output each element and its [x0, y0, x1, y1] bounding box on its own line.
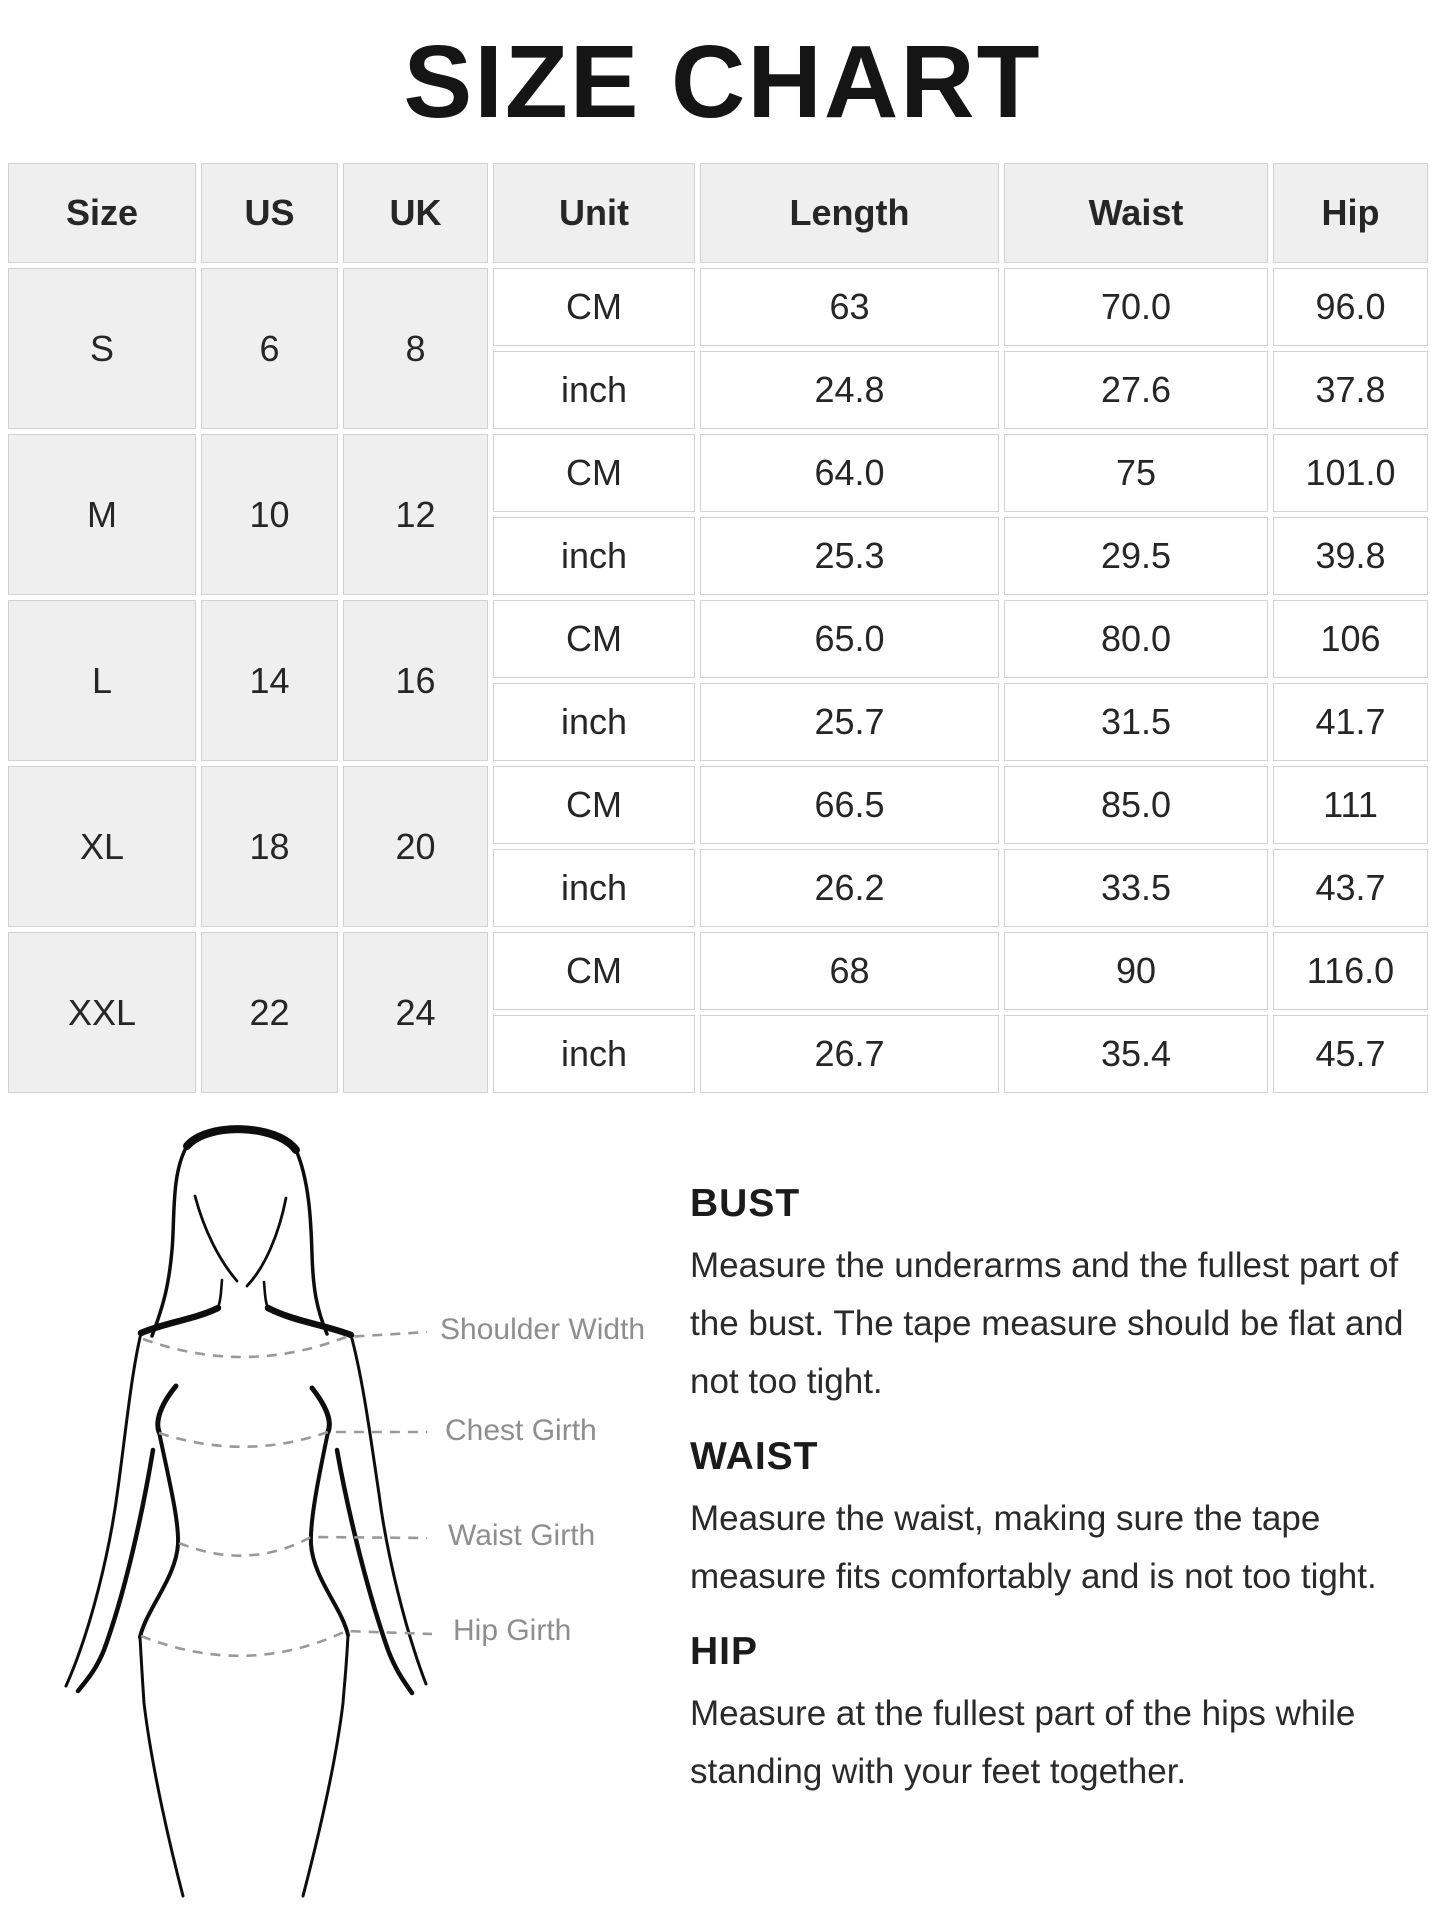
arm-right-inner: [337, 1450, 412, 1693]
page-title: SIZE CHART: [403, 24, 1042, 139]
arm-left-outer: [66, 1333, 141, 1686]
length-cell: 24.8: [700, 351, 999, 429]
col-header-uk: UK: [343, 163, 488, 263]
bust-section: [690, 1182, 1408, 1411]
col-header-waist: Waist: [1004, 163, 1268, 263]
unit-cell: inch: [493, 517, 695, 595]
waist-cell: 35.4: [1004, 1015, 1268, 1093]
us-cell: 18: [201, 766, 338, 927]
col-header-size: Size: [8, 163, 196, 263]
torso-right: [311, 1432, 348, 1635]
col-header-us: US: [201, 163, 338, 263]
length-cell: 26.7: [700, 1015, 999, 1093]
unit-cell: inch: [493, 351, 695, 429]
unit-cell: CM: [493, 434, 695, 512]
unit-cell: inch: [493, 849, 695, 927]
length-cell: 64.0: [700, 434, 999, 512]
table-row: [8, 268, 1428, 346]
table-row: [8, 434, 1428, 512]
hip-cell: 45.7: [1273, 1015, 1428, 1093]
unit-cell: CM: [493, 268, 695, 346]
hair-top: [187, 1129, 296, 1150]
female-silhouette-illustration: [55, 1118, 455, 1918]
uk-cell: 8: [343, 268, 488, 429]
length-cell: 65.0: [700, 600, 999, 678]
us-cell: 10: [201, 434, 338, 595]
size-cell: M: [8, 434, 196, 595]
length-cell: 66.5: [700, 766, 999, 844]
hip-cell: 111: [1273, 766, 1428, 844]
hip-cell: 39.8: [1273, 517, 1428, 595]
bust-instructions: Measure the underarms and the fullest part of the bust. The tape measure should be flat and not too tight.: [690, 1245, 1404, 1401]
chest-dash-line: [159, 1432, 427, 1447]
measuring-instructions: [690, 1182, 1408, 1801]
hip-heading: HIP: [690, 1629, 759, 1673]
size-cell: S: [8, 268, 196, 429]
table-header-row: [8, 163, 1428, 263]
length-cell: 68: [700, 932, 999, 1010]
table-row: [8, 932, 1428, 1010]
unit-cell: CM: [493, 600, 695, 678]
hair-left-outer: [152, 1146, 187, 1336]
waist-cell: 31.5: [1004, 683, 1268, 761]
leg-left: [140, 1637, 183, 1896]
hip-section: [690, 1630, 1408, 1801]
shoulder-left: [141, 1308, 218, 1333]
hip-cell: 41.7: [1273, 683, 1428, 761]
hip-cell: 43.7: [1273, 849, 1428, 927]
waist-cell: 33.5: [1004, 849, 1268, 927]
waist-cell: 29.5: [1004, 517, 1268, 595]
waist-cell: 90: [1004, 932, 1268, 1010]
bust-heading: BUST: [690, 1182, 801, 1225]
waist-instructions: Measure the waist, making sure the tape measure fits comfortably and is not too tight.: [690, 1498, 1377, 1596]
size-cell: XL: [8, 766, 196, 927]
waist-girth-label: Waist Girth: [448, 1519, 596, 1552]
hair-left-inner: [195, 1196, 237, 1281]
length-cell: 63: [700, 268, 999, 346]
col-header-length: Length: [700, 163, 999, 263]
table-row: [8, 600, 1428, 678]
unit-cell: CM: [493, 766, 695, 844]
us-cell: 6: [201, 268, 338, 429]
table-row: [8, 766, 1428, 844]
waist-cell: 85.0: [1004, 766, 1268, 844]
hair-right-inner: [247, 1198, 286, 1286]
col-header-hip: Hip: [1273, 163, 1428, 263]
hip-cell: 101.0: [1273, 434, 1428, 512]
waist-cell: 27.6: [1004, 351, 1268, 429]
size-cell: XXL: [8, 932, 196, 1093]
bust-right: [312, 1388, 329, 1432]
hip-girth-label: Hip Girth: [453, 1614, 572, 1647]
waist-cell: 75: [1004, 434, 1268, 512]
size-cell: L: [8, 600, 196, 761]
unit-cell: inch: [493, 1015, 695, 1093]
length-cell: 25.3: [700, 517, 999, 595]
waist-heading: WAIST: [690, 1434, 819, 1478]
uk-cell: 20: [343, 766, 488, 927]
neck-left: [218, 1280, 222, 1308]
unit-cell: inch: [493, 683, 695, 761]
shoulder-width-label: Shoulder Width: [440, 1313, 646, 1346]
uk-cell: 16: [343, 600, 488, 761]
length-cell: 26.2: [700, 849, 999, 927]
hip-cell: 96.0: [1273, 268, 1428, 346]
bust-left: [158, 1386, 176, 1432]
us-cell: 14: [201, 600, 338, 761]
waist-section: [690, 1435, 1408, 1606]
unit-cell: CM: [493, 932, 695, 1010]
col-header-unit: Unit: [493, 163, 695, 263]
waist-cell: 80.0: [1004, 600, 1268, 678]
torso-left: [140, 1432, 178, 1637]
shoulder-dash-line: [143, 1332, 427, 1357]
waist-cell: 70.0: [1004, 268, 1268, 346]
us-cell: 22: [201, 932, 338, 1093]
measurement-figure: [0, 1100, 700, 1927]
hip-instructions: Measure at the fullest part of the hips while standing with your feet together.: [690, 1693, 1356, 1791]
size-chart-table: [3, 158, 1433, 1098]
leg-right: [303, 1635, 348, 1896]
length-cell: 25.7: [700, 683, 999, 761]
neck-right: [264, 1282, 268, 1308]
chest-girth-label: Chest Girth: [445, 1414, 597, 1447]
hair-right-outer: [296, 1150, 327, 1334]
uk-cell: 24: [343, 932, 488, 1093]
uk-cell: 12: [343, 434, 488, 595]
hip-cell: 106: [1273, 600, 1428, 678]
shoulder-right: [268, 1308, 351, 1335]
hip-cell: 116.0: [1273, 932, 1428, 1010]
hip-cell: 37.8: [1273, 351, 1428, 429]
